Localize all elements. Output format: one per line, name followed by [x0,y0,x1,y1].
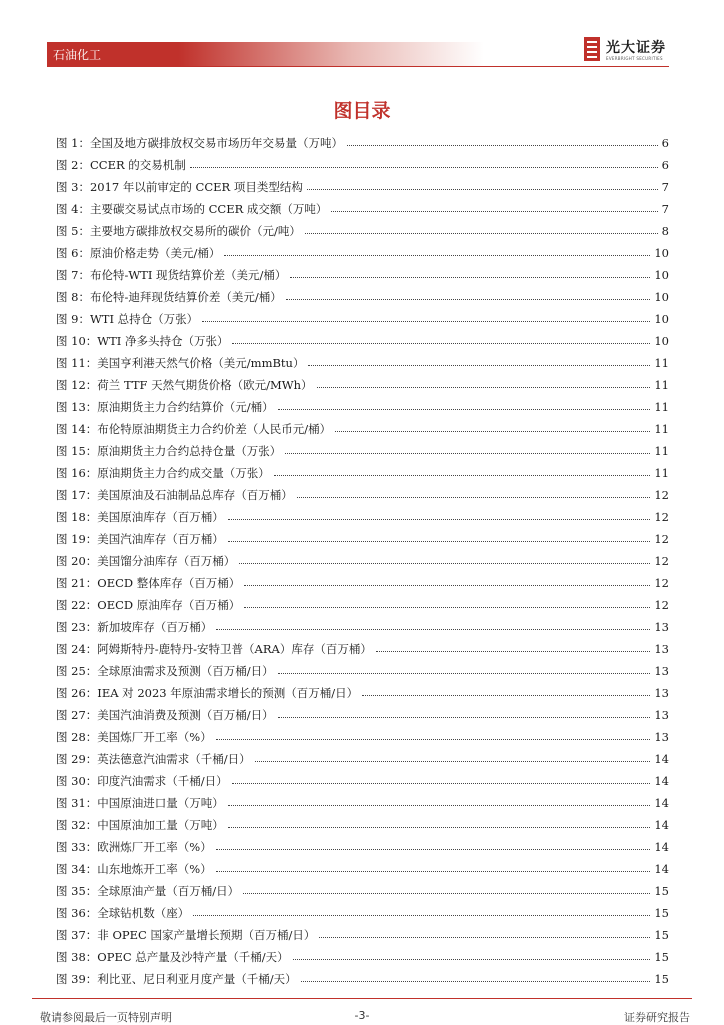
toc-leader-dots [347,145,658,146]
toc-entry-page: 15 [654,950,669,964]
toc-entry[interactable] [56,770,669,792]
toc-entry-label: 图 34：山东地炼开工率（%） [56,862,212,876]
toc-entry-page: 6 [661,136,669,150]
toc-leader-dots [319,937,650,938]
toc-leader-dots [228,805,651,806]
toc-entry-label: 图 16：原油期货主力合约成交量（万张） [56,466,270,480]
toc-entry[interactable] [56,440,669,462]
toc-leader-dots [232,343,650,344]
toc-leader-dots [286,299,651,300]
toc-leader-dots [202,321,650,322]
toc-entry[interactable] [56,528,669,550]
toc-entry[interactable] [56,396,669,418]
toc-entry-label: 图 5：主要地方碳排放权交易所的碳价（元/吨） [56,224,301,238]
toc-leader-dots [317,387,651,388]
toc-entry[interactable] [56,836,669,858]
toc-entry[interactable] [56,330,669,352]
toc-entry-page: 15 [654,928,669,942]
toc-entry-page: 11 [654,466,669,480]
toc-entry[interactable] [56,594,669,616]
toc-entry-label: 图 6：原油价格走势（美元/桶） [56,246,221,260]
toc-entry-page: 10 [654,246,669,260]
toc-entry[interactable] [56,660,669,682]
toc-entry-page: 13 [654,730,669,744]
toc-entry-page: 13 [654,620,669,634]
toc-entry-page: 11 [654,444,669,458]
toc-entry-label: 图 14：布伦特原油期货主力合约价差（人民币元/桶） [56,422,332,436]
toc-entry[interactable] [56,550,669,572]
toc-entry[interactable] [56,462,669,484]
toc-entry[interactable] [56,374,669,396]
toc-entry-label: 图 22：OECD 原油库存（百万桶） [56,598,241,612]
toc-entry[interactable] [56,308,669,330]
toc-entry-label: 图 8：布伦特-迪拜现货结算价差（美元/桶） [56,290,282,304]
toc-entry-page: 12 [654,532,669,546]
toc-entry[interactable] [56,264,669,286]
toc-entry-page: 15 [654,906,669,920]
toc-entry-label: 图 23：新加坡库存（百万桶） [56,620,213,634]
toc-leader-dots [297,497,651,498]
toc-leader-dots [278,717,651,718]
toc-entry-label: 图 18：美国原油库存（百万桶） [56,510,224,524]
toc-leader-dots [278,409,651,410]
toc-entry-page: 10 [654,312,669,326]
toc-leader-dots [307,189,658,190]
toc-entry-page: 11 [654,356,669,370]
logo-name: 光大证券 [606,40,666,56]
toc-leader-dots [228,541,651,542]
toc-entry-label: 图 31：中国原油进口量（万吨） [56,796,224,810]
toc-entry-label: 图 32：中国原油加工量（万吨） [56,818,224,832]
toc-entry[interactable] [56,792,669,814]
toc-entry-label: 图 7：布伦特-WTI 现货结算价差（美元/桶） [56,268,287,282]
header-banner [47,42,484,66]
toc-entry[interactable] [56,946,669,968]
figure-toc [56,132,669,990]
toc-entry-page: 11 [654,400,669,414]
toc-entry-page: 8 [661,224,669,238]
toc-entry-page: 13 [654,686,669,700]
toc-entry-page: 14 [654,774,669,788]
toc-entry-label: 图 10：WTI 净多头持仓（万张） [56,334,229,348]
toc-leader-dots [243,893,650,894]
toc-entry[interactable] [56,616,669,638]
toc-entry[interactable] [56,638,669,660]
page-title: 图目录 [333,100,391,122]
toc-entry-label: 图 2：CCER 的交易机制 [56,158,186,172]
toc-entry-page: 7 [661,202,669,216]
toc-entry-label: 图 27：美国汽油消费及预测（百万桶/日） [56,708,274,722]
toc-leader-dots [301,981,651,982]
toc-entry-page: 11 [654,378,669,392]
toc-entry-page: 10 [654,334,669,348]
toc-entry-page: 7 [661,180,669,194]
toc-leader-dots [228,827,651,828]
toc-entry-label: 图 3：2017 年以前审定的 CCER 项目类型结构 [56,180,303,194]
toc-entry-label: 图 28：美国炼厂开工率（%） [56,730,212,744]
toc-entry-page: 12 [654,554,669,568]
toc-entry-label: 图 21：OECD 整体库存（百万桶） [56,576,241,590]
toc-leader-dots [190,167,658,168]
toc-leader-dots [293,959,651,960]
toc-leader-dots [290,277,650,278]
toc-entry[interactable] [56,572,669,594]
toc-entry[interactable] [56,506,669,528]
toc-entry-page: 14 [654,752,669,766]
toc-entry-label: 图 38：OPEC 总产量及沙特产量（千桶/天） [56,950,289,964]
toc-entry[interactable] [56,198,669,220]
toc-leader-dots [216,739,651,740]
footer-disclaimer: 敬请参阅最后一页特别声明 [40,1011,172,1024]
toc-entry-page: 13 [654,642,669,656]
toc-entry-label: 图 4：主要碳交易试点市场的 CCER 成交额（万吨） [56,202,328,216]
toc-entry-page: 15 [654,884,669,898]
toc-leader-dots [224,255,650,256]
toc-entry[interactable] [56,726,669,748]
toc-entry-label: 图 26：IEA 对 2023 年原油需求增长的预测（百万桶/日） [56,686,359,700]
toc-entry[interactable] [56,682,669,704]
toc-leader-dots [216,629,650,630]
toc-entry[interactable] [56,242,669,264]
toc-entry-label: 图 25：全球原油需求及预测（百万桶/日） [56,664,274,678]
toc-entry[interactable] [56,154,669,176]
logo-mark-icon [584,37,600,61]
toc-leader-dots [244,585,650,586]
toc-entry-page: 14 [654,818,669,832]
toc-entry-label: 图 12：荷兰 TTF 天然气期货价格（欧元/MWh） [56,378,313,392]
toc-leader-dots [376,651,651,652]
toc-entry-label: 图 39：利比亚、尼日利亚月度产量（千桶/天） [56,972,297,986]
toc-entry-label: 图 17：美国原油及石油制品总库存（百万桶） [56,488,293,502]
toc-leader-dots [335,431,650,432]
toc-entry[interactable] [56,748,669,770]
toc-entry[interactable] [56,968,669,990]
toc-entry[interactable] [56,858,669,880]
toc-entry-label: 图 13：原油期货主力合约结算价（元/桶） [56,400,274,414]
footer-divider [32,998,692,999]
toc-leader-dots [193,915,650,916]
page-number: -3- [354,1009,370,1022]
toc-entry-label: 图 9：WTI 总持仓（万张） [56,312,199,326]
toc-leader-dots [285,453,650,454]
toc-entry-page: 13 [654,708,669,722]
toc-entry-page: 14 [654,840,669,854]
toc-leader-dots [228,519,651,520]
toc-leader-dots [232,783,651,784]
toc-entry-label: 图 19：美国汽油库存（百万桶） [56,532,224,546]
toc-entry-page: 13 [654,664,669,678]
toc-entry-label: 图 24：阿姆斯特丹-鹿特丹-安特卫普（ARA）库存（百万桶） [56,642,372,656]
toc-entry-page: 12 [654,510,669,524]
toc-entry[interactable] [56,880,669,902]
toc-entry-label: 图 20：美国馏分油库存（百万桶） [56,554,236,568]
toc-leader-dots [255,761,651,762]
toc-entry-label: 图 30：印度汽油需求（千桶/日） [56,774,228,788]
toc-entry-label: 图 15：原油期货主力合约总持仓量（万张） [56,444,282,458]
toc-entry[interactable] [56,814,669,836]
toc-entry[interactable] [56,484,669,506]
toc-leader-dots [308,365,650,366]
toc-entry-page: 14 [654,862,669,876]
toc-entry[interactable] [56,132,669,154]
toc-leader-dots [305,233,658,234]
toc-entry-page: 10 [654,268,669,282]
toc-entry-label: 图 11：美国亨利港天然气价格（美元/mmBtu） [56,356,305,370]
toc-leader-dots [216,871,651,872]
toc-entry-label: 图 29：英法德意汽油需求（千桶/日） [56,752,251,766]
toc-leader-dots [244,607,650,608]
toc-entry-label: 图 36：全球钻机数（座） [56,906,190,920]
toc-entry-label: 图 37：非 OPEC 国家产量增长预期（百万桶/日） [56,928,316,942]
toc-entry[interactable] [56,704,669,726]
toc-entry-page: 10 [654,290,669,304]
toc-leader-dots [278,673,651,674]
toc-leader-dots [274,475,651,476]
toc-entry-label: 图 1：全国及地方碳排放权交易市场历年交易量（万吨） [56,136,343,150]
logo-subtitle: EVERBRIGHT SECURITIES [606,56,663,61]
footer-report-type: 证券研究报告 [624,1011,690,1024]
toc-entry-page: 12 [654,576,669,590]
section-label: 石油化工 [53,48,102,62]
brand-logo [584,37,674,65]
toc-entry-label: 图 35：全球原油产量（百万桶/日） [56,884,240,898]
toc-entry[interactable] [56,418,669,440]
toc-entry[interactable] [56,220,669,242]
toc-leader-dots [239,563,650,564]
header-divider [47,66,669,67]
toc-entry-page: 6 [661,158,669,172]
toc-leader-dots [331,211,657,212]
toc-entry[interactable] [56,352,669,374]
toc-entry-label: 图 33：欧洲炼厂开工率（%） [56,840,212,854]
toc-entry[interactable] [56,176,669,198]
toc-entry[interactable] [56,286,669,308]
toc-leader-dots [216,849,651,850]
toc-entry-page: 12 [654,488,669,502]
toc-entry-page: 14 [654,796,669,810]
toc-entry-page: 15 [654,972,669,986]
toc-entry-page: 11 [654,422,669,436]
toc-entry[interactable] [56,902,669,924]
toc-entry[interactable] [56,924,669,946]
toc-entry-page: 12 [654,598,669,612]
toc-leader-dots [362,695,650,696]
